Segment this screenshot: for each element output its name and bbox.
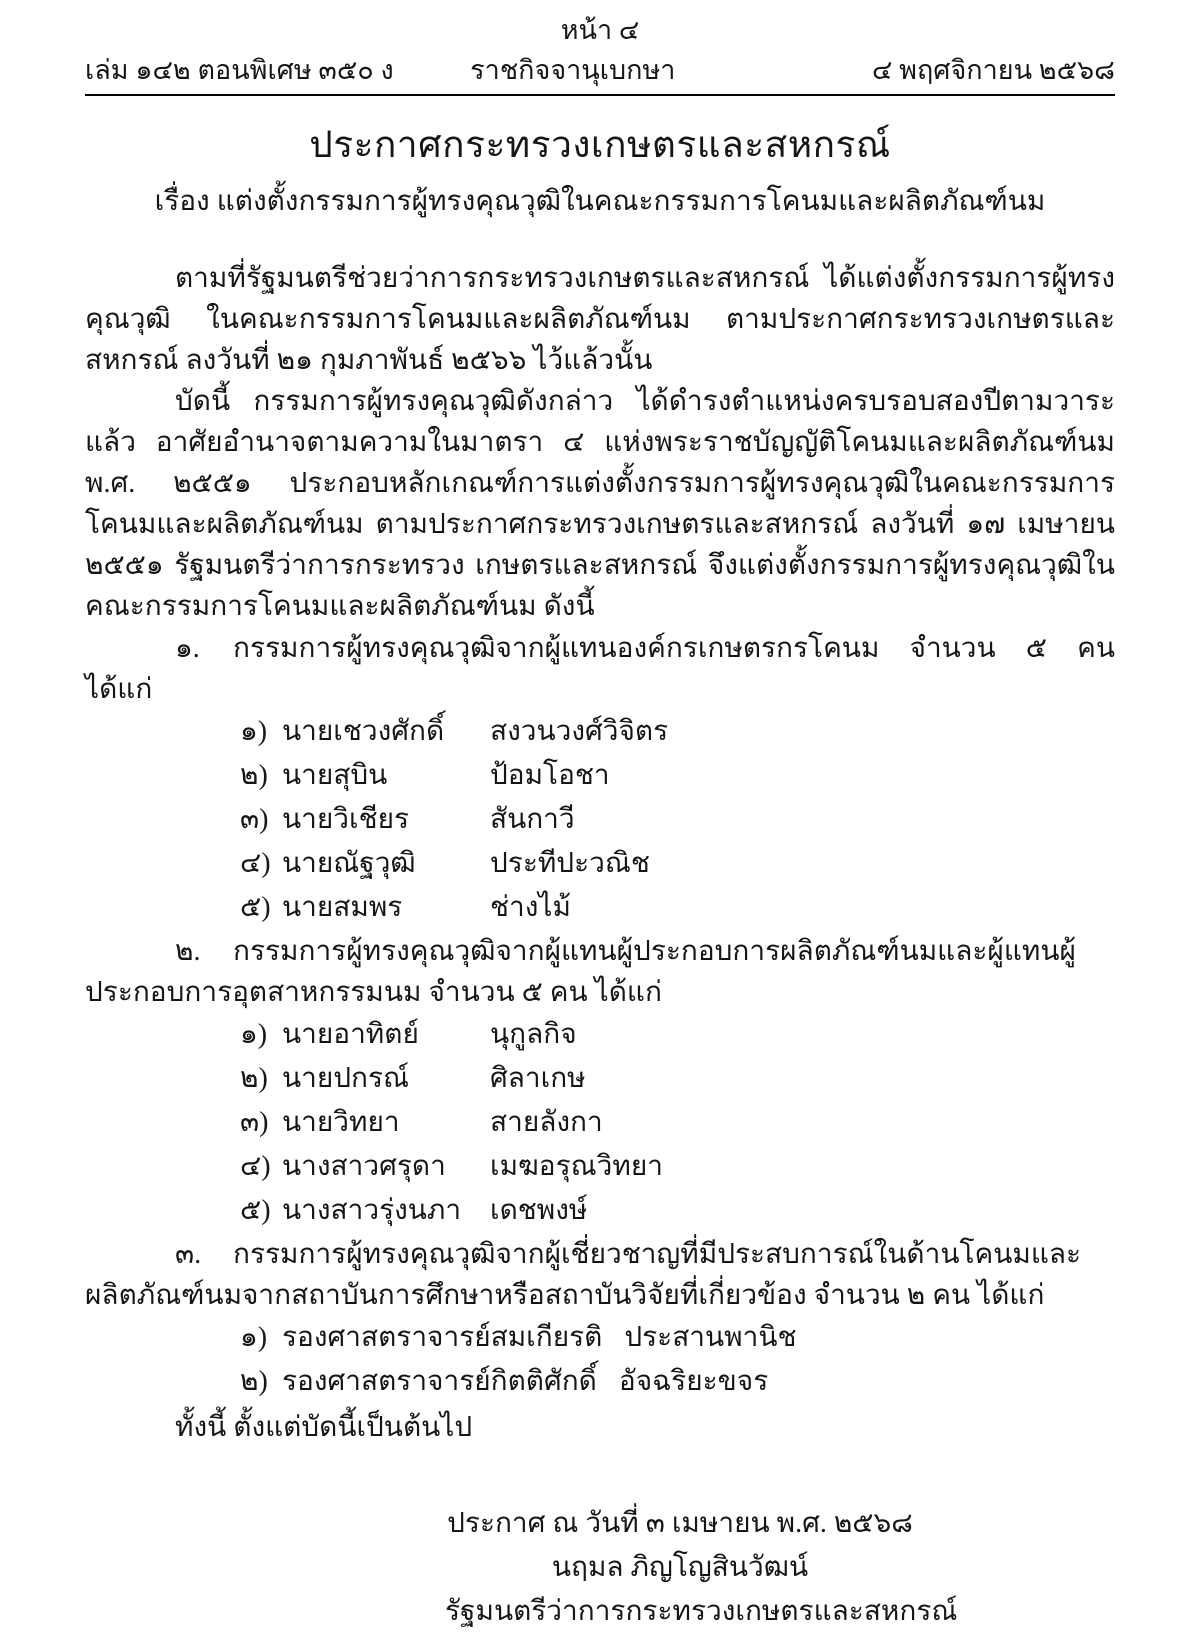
member-first-name: นายอาทิตย์ bbox=[282, 1019, 419, 1050]
member-row bbox=[240, 1316, 1115, 1360]
member-first-name: นางสาวศรุดา bbox=[282, 1151, 446, 1182]
signer-position: รัฐมนตรีว่าการกระทรวงเกษตรและสหกรณ์ bbox=[445, 1596, 958, 1627]
member-last-name: สายลังกา bbox=[490, 1107, 603, 1138]
member-number: ๓) bbox=[240, 804, 269, 835]
member-last-name: สันกาวี bbox=[490, 804, 575, 835]
section-3-heading bbox=[85, 1234, 1115, 1316]
member-first-name: นายสมพร bbox=[282, 892, 403, 923]
member-number: ๒) bbox=[240, 760, 268, 791]
member-number: ๑) bbox=[240, 716, 268, 747]
header-rule bbox=[85, 94, 1115, 96]
announcement-date-line: ประกาศ ณ วันที่ ๓ เมษายน พ.ศ. ๒๕๖๘ bbox=[447, 1508, 913, 1539]
masthead bbox=[85, 50, 1115, 90]
member-last-name: ศิลาเกษ bbox=[490, 1063, 586, 1094]
member-first-name: รองศาสตราจารย์สมเกียรติ bbox=[282, 1322, 603, 1353]
member-first-name: นางสาวรุ่งนภา bbox=[282, 1195, 462, 1226]
member-number: ๒) bbox=[240, 1063, 268, 1094]
section-1-members bbox=[85, 710, 1115, 930]
member-row bbox=[240, 1057, 1115, 1101]
page-number: หน้า ๔ bbox=[560, 15, 640, 45]
section-2-heading bbox=[85, 931, 1115, 1013]
gazette-volume: เล่ม ๑๔๒ ตอนพิเศษ ๓๕๐ ง bbox=[85, 55, 394, 85]
member-row bbox=[240, 710, 1115, 754]
member-first-name: นายณัฐวุฒิ bbox=[282, 848, 416, 879]
section-3-members bbox=[85, 1316, 1115, 1404]
member-number: ๔) bbox=[240, 848, 271, 879]
member-first-name: นายวิเชียร bbox=[282, 804, 410, 835]
member-number: ๕) bbox=[240, 892, 271, 923]
paragraph-intro: ตามที่รัฐมนตรีช่วยว่าการกระทรวงเกษตรและสหกรณ์ ได้แต่งตั้งกรรมการผู้ทรงคุณวุฒิ ในคณะกรรมการโคนมและผลิตภัณฑ์นม ตามประกาศกระทรวงเกษตรและสหกรณ์ ลงวันที่ ๒๑ กุมภาพันธ์ ๒๕๖๖ ไว้แล้วนั้น bbox=[85, 263, 1115, 376]
member-number: ๓) bbox=[240, 1107, 269, 1138]
doc-body bbox=[85, 258, 1115, 1634]
member-row bbox=[240, 754, 1115, 798]
member-last-name: นุกูลกิจ bbox=[490, 1019, 577, 1050]
member-last-name: เมฆอรุณวิทยา bbox=[490, 1151, 663, 1182]
member-row bbox=[240, 1189, 1115, 1233]
member-first-name: นายปกรณ์ bbox=[282, 1063, 410, 1094]
closing-statement: ทั้งนี้ ตั้งแต่บัดนี้เป็นต้นไป bbox=[175, 1412, 473, 1443]
member-last-name: ป้อมโอชา bbox=[490, 760, 610, 791]
member-number: ๑) bbox=[240, 1019, 268, 1050]
member-row bbox=[240, 842, 1115, 886]
member-first-name: นายสุบิน bbox=[282, 760, 388, 791]
member-row bbox=[240, 798, 1115, 842]
signer-name: นฤมล ภิญโญสินวัฒน์ bbox=[551, 1552, 809, 1583]
gazette-name: ราชกิจจานุเบกษา bbox=[470, 55, 676, 85]
member-last-name: อัจฉริยะขจร bbox=[618, 1366, 769, 1397]
member-number: ๔) bbox=[240, 1151, 271, 1182]
member-first-name: นายเชวงศักดิ์ bbox=[282, 716, 445, 747]
section-2-heading-text: กรรมการผู้ทรงคุณวุฒิจากผู้แทนผู้ประกอบการผลิตภัณฑ์นมและผู้แทนผู้ประกอบการอุตสาหกรรมนม จำนวน ๕ คน ได้แก่ bbox=[85, 936, 1076, 1008]
member-number: ๕) bbox=[240, 1195, 271, 1226]
member-row bbox=[240, 1360, 1115, 1404]
section-3-heading-text: กรรมการผู้ทรงคุณวุฒิจากผู้เชี่ยวชาญที่มีประสบการณ์ในด้านโคนมและผลิตภัณฑ์นมจากสถาบันการศึกษาหรือสถาบันวิจัยที่เกี่ยวข้อง จำนวน ๒ คน ได้แก่ bbox=[85, 1239, 1082, 1311]
member-last-name: ประสานพานิช bbox=[624, 1322, 797, 1353]
member-last-name: ประทีปะวณิช bbox=[490, 848, 650, 879]
member-row bbox=[240, 1101, 1115, 1145]
section-3-number: ๓. bbox=[175, 1239, 202, 1270]
member-number: ๒) bbox=[240, 1366, 268, 1397]
member-last-name: เดชพงษ์ bbox=[490, 1195, 588, 1226]
member-row bbox=[240, 886, 1115, 930]
section-2-members bbox=[85, 1013, 1115, 1233]
signature-block bbox=[445, 1502, 958, 1634]
member-first-name: นายวิทยา bbox=[282, 1107, 400, 1138]
gazette-date: ๔ พฤศจิกายน ๒๕๖๘ bbox=[871, 55, 1115, 85]
section-1-heading-text: กรรมการผู้ทรงคุณวุฒิจากผู้แทนองค์กรเกษตรกรโคนม จำนวน ๕ คน ได้แก่ bbox=[85, 633, 1115, 705]
section-2-number: ๒. bbox=[175, 936, 201, 967]
member-first-name: รองศาสตราจารย์กิตติศักดิ์ bbox=[282, 1366, 597, 1397]
member-row bbox=[240, 1145, 1115, 1189]
doc-title: ประกาศกระทรวงเกษตรและสหกรณ์ bbox=[309, 125, 891, 166]
section-1-heading bbox=[85, 628, 1115, 710]
member-number: ๑) bbox=[240, 1322, 268, 1353]
paragraph-authority: บัดนี้ กรรมการผู้ทรงคุณวุฒิดังกล่าว ได้ดำรงตำแหน่งครบรอบสองปีตามวาระแล้ว อาศัยอำนาจตามความในมาตรา ๔ แห่งพระราชบัญญัติโคนมและผลิตภัณฑ์นม พ.ศ. ๒๕๕๑ ประกอบหลักเกณฑ์การแต่งตั้งกรรมการผู้ทรงคุณวุฒิในคณะกรรมการโคนมและผลิตภัณฑ์นม ตามประกาศกระทรวงเกษตรและสหกรณ์ ลงวันที่ ๑๗ เมษายน ๒๕๕๑ รัฐมนตรีว่าการกระทรวง เกษตรและสหกรณ์ จึงแต่งตั้งกรรมการผู้ทรงคุณวุฒิในคณะกรรมการโคนมและผลิตภัณฑ์นม ดังนี้ bbox=[85, 386, 1115, 622]
doc-subject: เรื่อง แต่งตั้งกรรมการผู้ทรงคุณวุฒิในคณะกรรมการโคนมและผลิตภัณฑ์นม bbox=[154, 186, 1046, 217]
member-last-name: สงวนวงศ์วิจิตร bbox=[490, 716, 669, 747]
member-last-name: ช่างไม้ bbox=[490, 892, 571, 923]
section-1-number: ๑. bbox=[175, 633, 200, 664]
member-row bbox=[240, 1013, 1115, 1057]
